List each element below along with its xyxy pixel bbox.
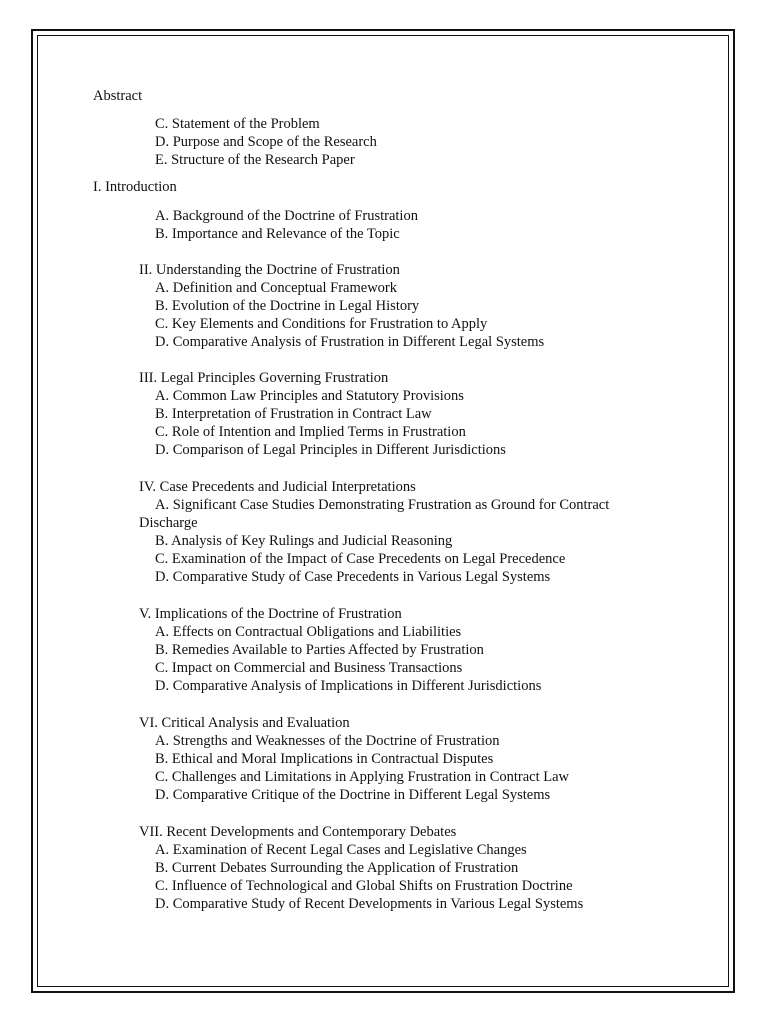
section-heading: V. Implications of the Doctrine of Frustration (139, 606, 402, 622)
section-item: C. Examination of the Impact of Case Precedents on Legal Precedence (155, 551, 566, 567)
section-item: B. Current Debates Surrounding the Application of Frustration (155, 860, 519, 876)
section-item: B. Ethical and Moral Implications in Contractual Disputes (155, 751, 494, 767)
section-item: C. Impact on Commercial and Business Transactions (155, 660, 463, 676)
section-item: D. Comparative Analysis of Implications in Different Jurisdictions (155, 678, 542, 694)
section-item: B. Importance and Relevance of the Topic (155, 226, 400, 242)
section-item: C. Key Elements and Conditions for Frustration to Apply (155, 316, 488, 332)
section-item: C. Role of Intention and Implied Terms in Frustration (155, 424, 466, 440)
section-item: D. Comparative Study of Recent Developments in Various Legal Systems (155, 896, 584, 912)
section-item: A. Definition and Conceptual Framework (155, 280, 398, 296)
section-item: D. Comparative Analysis of Frustration in Different Legal Systems (155, 334, 545, 350)
section-item: B. Interpretation of Frustration in Contract Law (155, 406, 432, 422)
abstract-item: C. Statement of the Problem (155, 116, 320, 132)
section-item: B. Analysis of Key Rulings and Judicial Reasoning (155, 533, 453, 549)
section-item: B. Evolution of the Doctrine in Legal History (155, 298, 420, 314)
section-item: A. Significant Case Studies Demonstrating Frustration as Ground for Contract (155, 497, 610, 513)
section-heading: II. Understanding the Doctrine of Frustration (139, 262, 400, 278)
abstract-heading: Abstract (93, 88, 143, 104)
section-heading: III. Legal Principles Governing Frustration (139, 370, 389, 386)
section-item: B. Remedies Available to Parties Affected by Frustration (155, 642, 484, 658)
section-item: C. Challenges and Limitations in Applying Frustration in Contract Law (155, 769, 570, 785)
section-heading: I. Introduction (93, 179, 177, 195)
section-item-continuation: Discharge (139, 515, 198, 531)
section-item: D. Comparative Study of Case Precedents in Various Legal Systems (155, 569, 551, 585)
section-heading: IV. Case Precedents and Judicial Interpretations (139, 479, 416, 495)
abstract-item: D. Purpose and Scope of the Research (155, 134, 377, 150)
section-heading: VI. Critical Analysis and Evaluation (139, 715, 350, 731)
abstract-item: E. Structure of the Research Paper (155, 152, 355, 168)
section-heading: VII. Recent Developments and Contemporary Debates (139, 824, 457, 840)
section-item: A. Common Law Principles and Statutory Provisions (155, 388, 464, 404)
section-item: A. Background of the Doctrine of Frustration (155, 208, 418, 224)
section-item: A. Strengths and Weaknesses of the Doctrine of Frustration (155, 733, 500, 749)
section-item: A. Examination of Recent Legal Cases and Legislative Changes (155, 842, 527, 858)
section-item: A. Effects on Contractual Obligations and Liabilities (155, 624, 462, 640)
section-item: C. Influence of Technological and Global Shifts on Frustration Doctrine (155, 878, 573, 894)
section-item: D. Comparative Critique of the Doctrine in Different Legal Systems (155, 787, 551, 803)
section-item: D. Comparison of Legal Principles in Different Jurisdictions (155, 442, 506, 458)
